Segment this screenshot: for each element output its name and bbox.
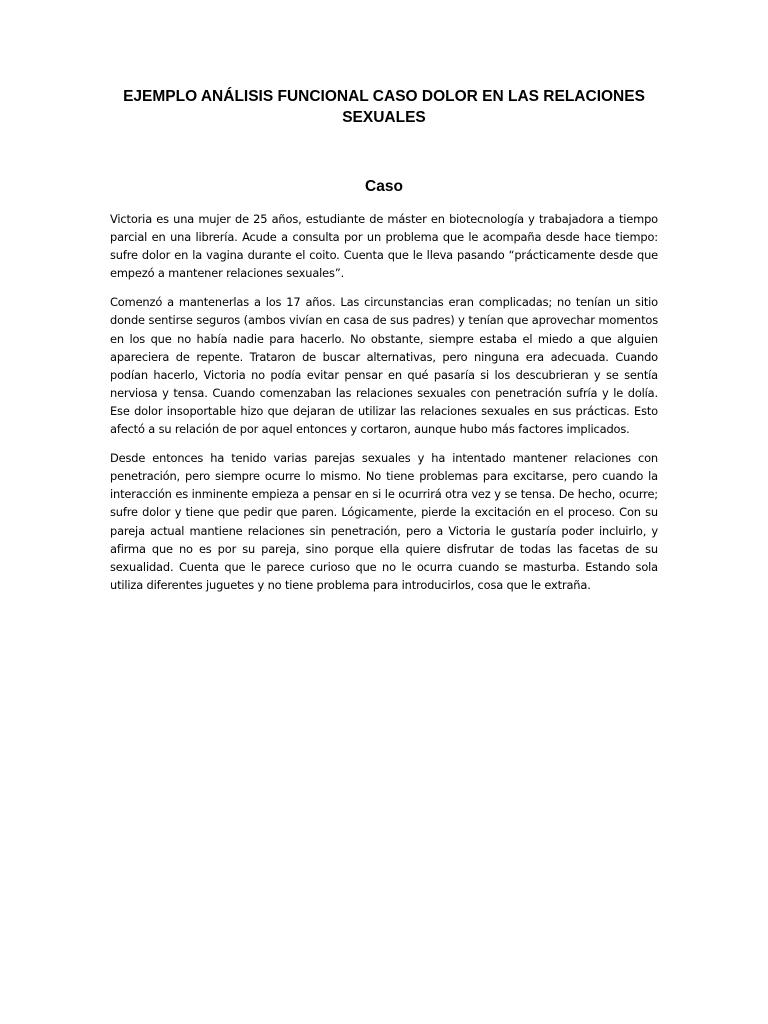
document-body [110,210,658,605]
section-heading-caso: Caso [365,178,403,195]
paragraph-2: Comenzó a mantenerlas a los 17 años. Las circunstancias eran complicadas; no tenían un sitio donde sentirse seguros (ambos vivían en casa de sus padres) y tenían que aprovechar momentos en los que no había nadie para hacerlo. No obstante, siempre estaba el miedo a que alguien apareciera de repente. Trataron de buscar alternativas, pero ninguna era adecuada. Cuando podían hacerlo, Victoria no podía evitar pensar en qué pasaría si los descubrieran y se sentía nerviosa y tensa. Cuando comenzaban las relaciones sexuales con penetración sufría y le dolía. Ese dolor insoportable hizo que dejaran de utilizar las relaciones sexuales en sus prácticas. Esto afectó a su relación de por aquel entonces y cortaron, aunque hubo más factores implicados. [110,295,658,437]
paragraph-1: Victoria es una mujer de 25 años, estudiante de máster en biotecnología y trabajadora a tiempo parcial en una librería. Acude a consulta por un problema que le acompaña desde hace tiempo: sufre dolor en la vagina durante el coito. Cuenta que le lleva pasando “prácticamente desde que empezó a mantener relaciones sexuales”. [110,212,658,281]
document-title: EJEMPLO ANÁLISIS FUNCIONAL CASO DOLOR EN LAS RELACIONES SEXUALES [123,88,645,126]
paragraph-3: Desde entonces ha tenido varias parejas sexuales y ha intentado mantener relaciones con penetración, pero siempre ocurre lo mismo. No tiene problemas para excitarse, pero cuando la interacción es inminente empieza a pensar en si le ocurrirá otra vez y se tensa. De hecho, ocurre; sufre dolor y tiene que pedir que paren. Lógicamente, pierde la excitación en el proceso. Con su pareja actual mantiene relaciones sin penetración, pero a Victoria le gustaría poder incluirlo, y afirma que no es por su pareja, sino porque ella quiere disfrutar de todas las facetas de su sexualidad. Cuenta que le parece curioso que no le ocurra cuando se masturba. Estando sola utiliza diferentes juguetes y no tiene problema para introducirlos, cosa que le extraña. [110,451,658,592]
